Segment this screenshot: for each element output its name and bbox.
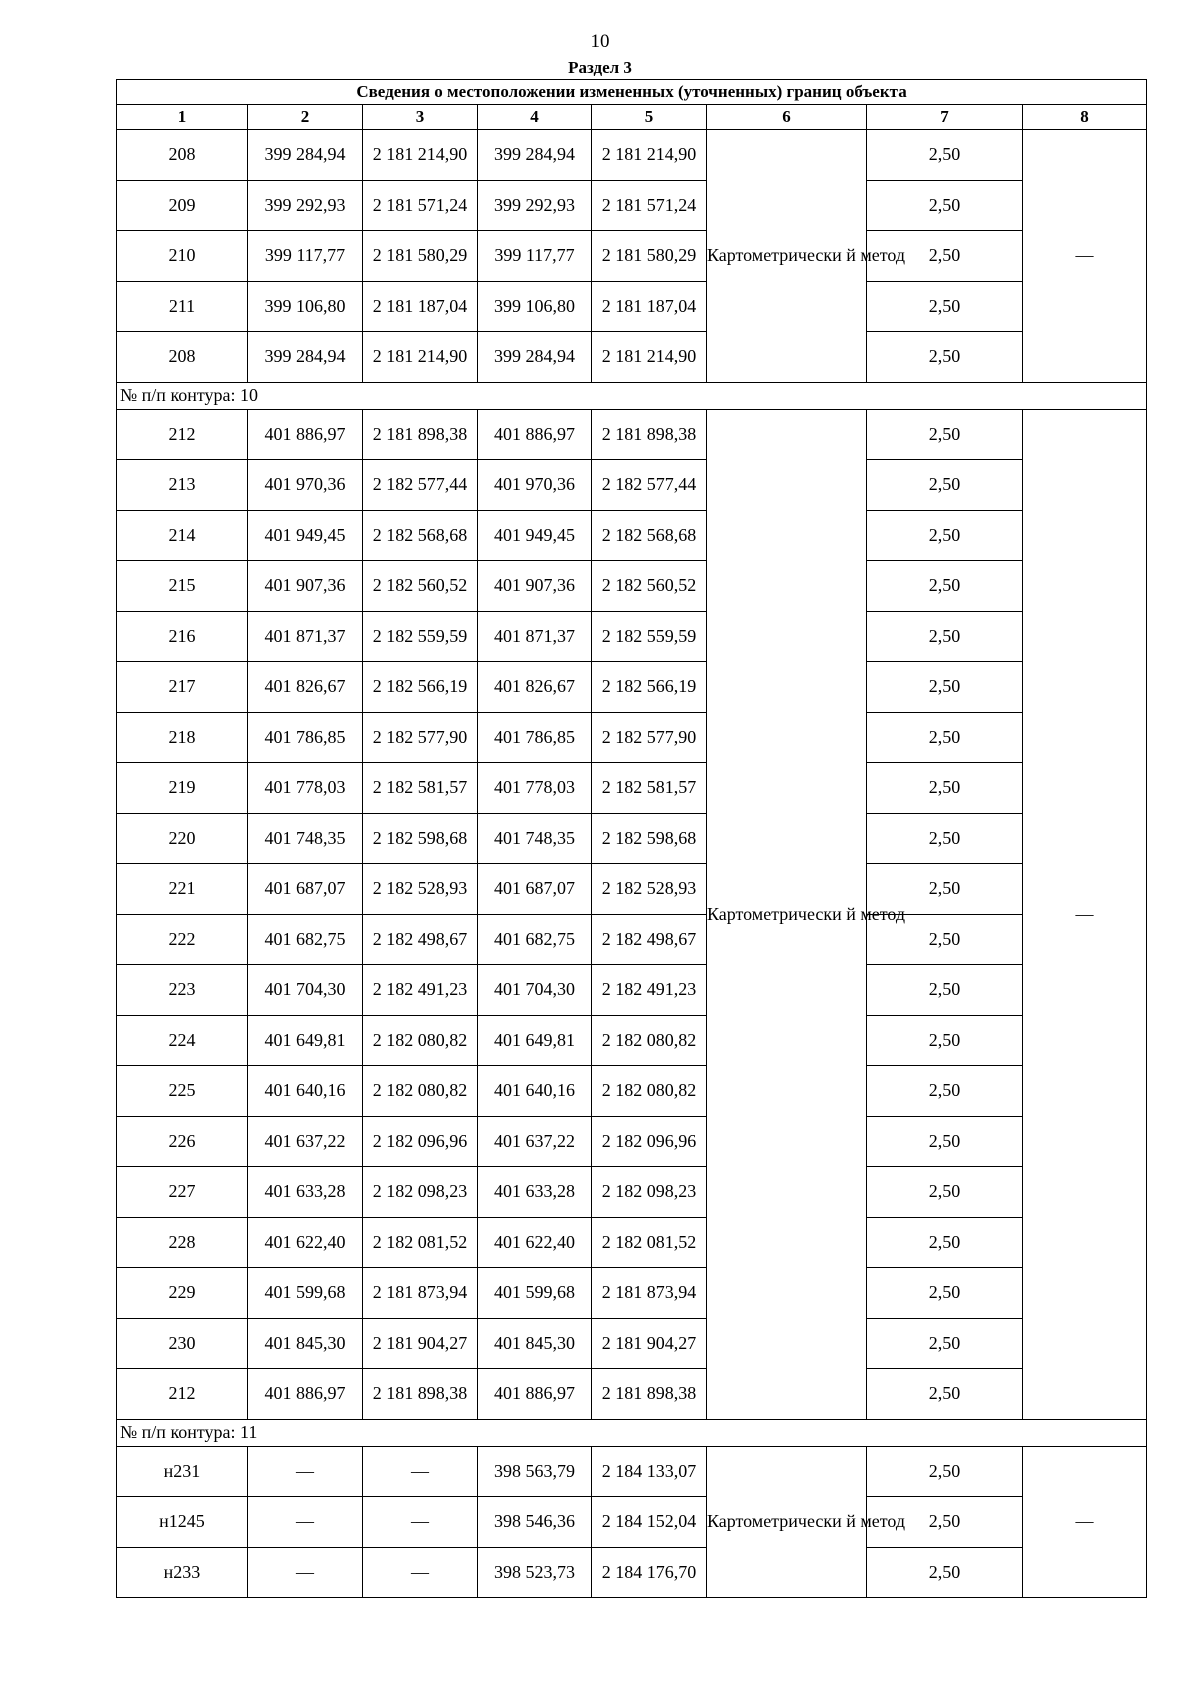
x-old-cell: 401 786,85	[248, 712, 363, 763]
x-old-cell: 399 284,94	[248, 332, 363, 383]
table-row	[117, 712, 1147, 763]
y-old-cell: 2 182 498,67	[363, 914, 478, 965]
point-number-cell: 208	[117, 332, 248, 383]
point-number-cell: 228	[117, 1217, 248, 1268]
x-new-cell: 399 284,94	[478, 130, 592, 181]
table-row	[117, 180, 1147, 231]
x-old-cell: 401 649,81	[248, 1015, 363, 1066]
accuracy-cell: 2,50	[867, 180, 1023, 231]
table-row	[117, 1318, 1147, 1369]
accuracy-cell: 2,50	[867, 813, 1023, 864]
contour-label: № п/п контура: 10	[117, 382, 1147, 409]
accuracy-cell: 2,50	[867, 1217, 1023, 1268]
y-new-cell: 2 182 598,68	[592, 813, 707, 864]
accuracy-cell: 2,50	[867, 332, 1023, 383]
x-old-cell: 401 682,75	[248, 914, 363, 965]
x-old-cell: 401 886,97	[248, 409, 363, 460]
x-new-cell: 401 907,36	[478, 561, 592, 612]
x-old-cell: —	[248, 1446, 363, 1497]
x-new-cell: 401 949,45	[478, 510, 592, 561]
y-new-cell: 2 182 080,82	[592, 1015, 707, 1066]
point-number-cell: 226	[117, 1116, 248, 1167]
table-row	[117, 1369, 1147, 1420]
y-new-cell: 2 181 580,29	[592, 231, 707, 282]
accuracy-cell: 2,50	[867, 914, 1023, 965]
x-new-cell: 399 117,77	[478, 231, 592, 282]
x-old-cell: 401 622,40	[248, 1217, 363, 1268]
section-title: Раздел 3	[568, 58, 632, 77]
x-new-cell: 401 778,03	[478, 763, 592, 814]
point-number-cell: 214	[117, 510, 248, 561]
x-new-cell: 401 622,40	[478, 1217, 592, 1268]
table-caption-row	[117, 80, 1147, 105]
x-new-cell: 398 523,73	[478, 1547, 592, 1598]
point-number-cell: 208	[117, 130, 248, 181]
accuracy-cell: 2,50	[867, 1318, 1023, 1369]
y-new-cell: 2 182 528,93	[592, 864, 707, 915]
y-old-cell: 2 182 081,52	[363, 1217, 478, 1268]
x-new-cell: 401 704,30	[478, 965, 592, 1016]
accuracy-cell: 2,50	[867, 1446, 1023, 1497]
y-old-cell: 2 182 080,82	[363, 1015, 478, 1066]
x-new-cell: 401 886,97	[478, 1369, 592, 1420]
table-row	[117, 763, 1147, 814]
accuracy-cell: 2,50	[867, 1547, 1023, 1598]
y-old-cell: 2 181 214,90	[363, 130, 478, 181]
x-new-cell: 398 546,36	[478, 1497, 592, 1548]
x-new-cell: 401 599,68	[478, 1268, 592, 1319]
table-row	[117, 1217, 1147, 1268]
y-new-cell: 2 182 559,59	[592, 611, 707, 662]
point-number-cell: 209	[117, 180, 248, 231]
point-number-cell: н231	[117, 1446, 248, 1497]
x-new-cell: 401 871,37	[478, 611, 592, 662]
accuracy-cell: 2,50	[867, 965, 1023, 1016]
x-new-cell: 401 633,28	[478, 1167, 592, 1218]
column-number: 8	[1023, 105, 1147, 130]
y-new-cell: 2 182 098,23	[592, 1167, 707, 1218]
point-number-cell: н233	[117, 1547, 248, 1598]
point-number-cell: 227	[117, 1167, 248, 1218]
x-new-cell: 401 970,36	[478, 460, 592, 511]
column8-cell: —	[1023, 1446, 1147, 1598]
table-row	[117, 510, 1147, 561]
point-number-cell: 212	[117, 409, 248, 460]
accuracy-cell: 2,50	[867, 231, 1023, 282]
x-old-cell: 401 687,07	[248, 864, 363, 915]
point-number-cell: 217	[117, 662, 248, 713]
y-new-cell: 2 181 898,38	[592, 409, 707, 460]
column-number: 5	[592, 105, 707, 130]
y-old-cell: 2 182 080,82	[363, 1066, 478, 1117]
x-new-cell: 399 284,94	[478, 332, 592, 383]
x-old-cell: 401 704,30	[248, 965, 363, 1016]
y-old-cell: 2 181 580,29	[363, 231, 478, 282]
contour-label: № п/п контура: 11	[117, 1419, 1147, 1446]
x-old-cell: 399 117,77	[248, 231, 363, 282]
point-number-cell: 211	[117, 281, 248, 332]
x-old-cell: 401 748,35	[248, 813, 363, 864]
x-new-cell: 399 106,80	[478, 281, 592, 332]
table-row	[117, 1116, 1147, 1167]
point-number-cell: 216	[117, 611, 248, 662]
x-new-cell: 401 687,07	[478, 864, 592, 915]
point-number-cell: 230	[117, 1318, 248, 1369]
x-old-cell: 399 292,93	[248, 180, 363, 231]
y-old-cell: 2 181 898,38	[363, 409, 478, 460]
x-old-cell: —	[248, 1547, 363, 1598]
table-row	[117, 130, 1147, 181]
x-old-cell: 401 871,37	[248, 611, 363, 662]
point-number-cell: 229	[117, 1268, 248, 1319]
accuracy-cell: 2,50	[867, 1268, 1023, 1319]
table-row	[117, 460, 1147, 511]
x-old-cell: —	[248, 1497, 363, 1548]
y-new-cell: 2 182 080,82	[592, 1066, 707, 1117]
accuracy-cell: 2,50	[867, 1066, 1023, 1117]
table-row	[117, 1066, 1147, 1117]
table-row	[117, 914, 1147, 965]
y-old-cell: 2 181 187,04	[363, 281, 478, 332]
accuracy-cell: 2,50	[867, 864, 1023, 915]
x-new-cell: 401 682,75	[478, 914, 592, 965]
accuracy-cell: 2,50	[867, 1497, 1023, 1548]
y-new-cell: 2 181 898,38	[592, 1369, 707, 1420]
table-caption: Сведения о местоположении измененных (уточненных) границ объекта	[117, 80, 1147, 105]
table-row	[117, 1497, 1147, 1548]
table-row	[117, 332, 1147, 383]
y-new-cell: 2 182 081,52	[592, 1217, 707, 1268]
x-old-cell: 401 778,03	[248, 763, 363, 814]
method-cell: Картометрически й метод	[707, 409, 867, 1419]
x-old-cell: 401 886,97	[248, 1369, 363, 1420]
x-old-cell: 401 637,22	[248, 1116, 363, 1167]
x-old-cell: 401 599,68	[248, 1268, 363, 1319]
y-old-cell: —	[363, 1497, 478, 1548]
x-new-cell: 401 748,35	[478, 813, 592, 864]
y-old-cell: 2 181 571,24	[363, 180, 478, 231]
x-old-cell: 401 633,28	[248, 1167, 363, 1218]
y-new-cell: 2 182 577,90	[592, 712, 707, 763]
x-old-cell: 401 970,36	[248, 460, 363, 511]
y-new-cell: 2 181 214,90	[592, 332, 707, 383]
method-cell: Картометрически й метод	[707, 130, 867, 383]
point-number-cell: 225	[117, 1066, 248, 1117]
y-old-cell: 2 182 568,68	[363, 510, 478, 561]
y-new-cell: 2 184 133,07	[592, 1446, 707, 1497]
y-old-cell: 2 181 904,27	[363, 1318, 478, 1369]
y-old-cell: 2 182 559,59	[363, 611, 478, 662]
y-new-cell: 2 184 176,70	[592, 1547, 707, 1598]
table-row	[117, 662, 1147, 713]
x-new-cell: 399 292,93	[478, 180, 592, 231]
y-old-cell: 2 182 491,23	[363, 965, 478, 1016]
y-new-cell: 2 182 491,23	[592, 965, 707, 1016]
y-old-cell: 2 182 581,57	[363, 763, 478, 814]
y-new-cell: 2 184 152,04	[592, 1497, 707, 1548]
accuracy-cell: 2,50	[867, 662, 1023, 713]
point-number-cell: 222	[117, 914, 248, 965]
accuracy-cell: 2,50	[867, 281, 1023, 332]
column-number: 2	[248, 105, 363, 130]
point-number-cell: 210	[117, 231, 248, 282]
method-cell: Картометрически й метод	[707, 1446, 867, 1598]
x-old-cell: 401 907,36	[248, 561, 363, 612]
y-new-cell: 2 182 096,96	[592, 1116, 707, 1167]
page-number: 10	[590, 31, 610, 52]
x-new-cell: 401 640,16	[478, 1066, 592, 1117]
column-number: 7	[867, 105, 1023, 130]
column-number: 1	[117, 105, 248, 130]
accuracy-cell: 2,50	[867, 130, 1023, 181]
accuracy-cell: 2,50	[867, 510, 1023, 561]
y-old-cell: 2 182 560,52	[363, 561, 478, 612]
table-row	[117, 611, 1147, 662]
point-number-cell: 213	[117, 460, 248, 511]
table-row	[117, 231, 1147, 282]
x-new-cell: 398 563,79	[478, 1446, 592, 1497]
table-row	[117, 1446, 1147, 1497]
y-old-cell: 2 182 528,93	[363, 864, 478, 915]
accuracy-cell: 2,50	[867, 712, 1023, 763]
x-new-cell: 401 886,97	[478, 409, 592, 460]
y-old-cell: 2 182 098,23	[363, 1167, 478, 1218]
point-number-cell: 218	[117, 712, 248, 763]
x-old-cell: 401 640,16	[248, 1066, 363, 1117]
point-number-cell: 215	[117, 561, 248, 612]
y-old-cell: 2 181 898,38	[363, 1369, 478, 1420]
y-new-cell: 2 182 568,68	[592, 510, 707, 561]
y-old-cell: —	[363, 1446, 478, 1497]
x-old-cell: 401 826,67	[248, 662, 363, 713]
y-new-cell: 2 181 214,90	[592, 130, 707, 181]
accuracy-cell: 2,50	[867, 763, 1023, 814]
accuracy-cell: 2,50	[867, 1167, 1023, 1218]
y-new-cell: 2 181 571,24	[592, 180, 707, 231]
x-new-cell: 401 649,81	[478, 1015, 592, 1066]
y-new-cell: 2 181 904,27	[592, 1318, 707, 1369]
column8-cell: —	[1023, 130, 1147, 383]
y-old-cell: 2 181 214,90	[363, 332, 478, 383]
contour-row	[117, 1419, 1147, 1446]
column-number-row	[117, 105, 1147, 130]
point-number-cell: 219	[117, 763, 248, 814]
table-row	[117, 813, 1147, 864]
x-old-cell: 399 106,80	[248, 281, 363, 332]
table-row	[117, 409, 1147, 460]
y-old-cell: 2 182 577,90	[363, 712, 478, 763]
point-number-cell: 224	[117, 1015, 248, 1066]
y-new-cell: 2 182 566,19	[592, 662, 707, 713]
table-row	[117, 281, 1147, 332]
table-row	[117, 1167, 1147, 1218]
y-old-cell: 2 182 577,44	[363, 460, 478, 511]
x-new-cell: 401 637,22	[478, 1116, 592, 1167]
y-new-cell: 2 182 581,57	[592, 763, 707, 814]
accuracy-cell: 2,50	[867, 1369, 1023, 1420]
accuracy-cell: 2,50	[867, 611, 1023, 662]
table-row	[117, 965, 1147, 1016]
column-number: 4	[478, 105, 592, 130]
contour-row	[117, 382, 1147, 409]
x-new-cell: 401 826,67	[478, 662, 592, 713]
y-old-cell: 2 182 566,19	[363, 662, 478, 713]
point-number-cell: 212	[117, 1369, 248, 1420]
x-old-cell: 401 845,30	[248, 1318, 363, 1369]
table-row	[117, 1268, 1147, 1319]
y-new-cell: 2 182 498,67	[592, 914, 707, 965]
accuracy-cell: 2,50	[867, 1116, 1023, 1167]
accuracy-cell: 2,50	[867, 561, 1023, 612]
y-old-cell: 2 182 096,96	[363, 1116, 478, 1167]
x-new-cell: 401 845,30	[478, 1318, 592, 1369]
point-number-cell: н1245	[117, 1497, 248, 1548]
point-number-cell: 220	[117, 813, 248, 864]
x-old-cell: 399 284,94	[248, 130, 363, 181]
boundary-table	[116, 79, 1147, 1598]
x-new-cell: 401 786,85	[478, 712, 592, 763]
y-new-cell: 2 181 873,94	[592, 1268, 707, 1319]
y-new-cell: 2 182 560,52	[592, 561, 707, 612]
table-row	[117, 864, 1147, 915]
y-old-cell: 2 182 598,68	[363, 813, 478, 864]
accuracy-cell: 2,50	[867, 460, 1023, 511]
y-new-cell: 2 182 577,44	[592, 460, 707, 511]
column-number: 3	[363, 105, 478, 130]
y-old-cell: 2 181 873,94	[363, 1268, 478, 1319]
accuracy-cell: 2,50	[867, 409, 1023, 460]
table-row	[117, 1015, 1147, 1066]
column-number: 6	[707, 105, 867, 130]
accuracy-cell: 2,50	[867, 1015, 1023, 1066]
table-row	[117, 1547, 1147, 1598]
x-old-cell: 401 949,45	[248, 510, 363, 561]
table-row	[117, 561, 1147, 612]
point-number-cell: 221	[117, 864, 248, 915]
point-number-cell: 223	[117, 965, 248, 1016]
column8-cell: —	[1023, 409, 1147, 1419]
y-old-cell: —	[363, 1547, 478, 1598]
y-new-cell: 2 181 187,04	[592, 281, 707, 332]
